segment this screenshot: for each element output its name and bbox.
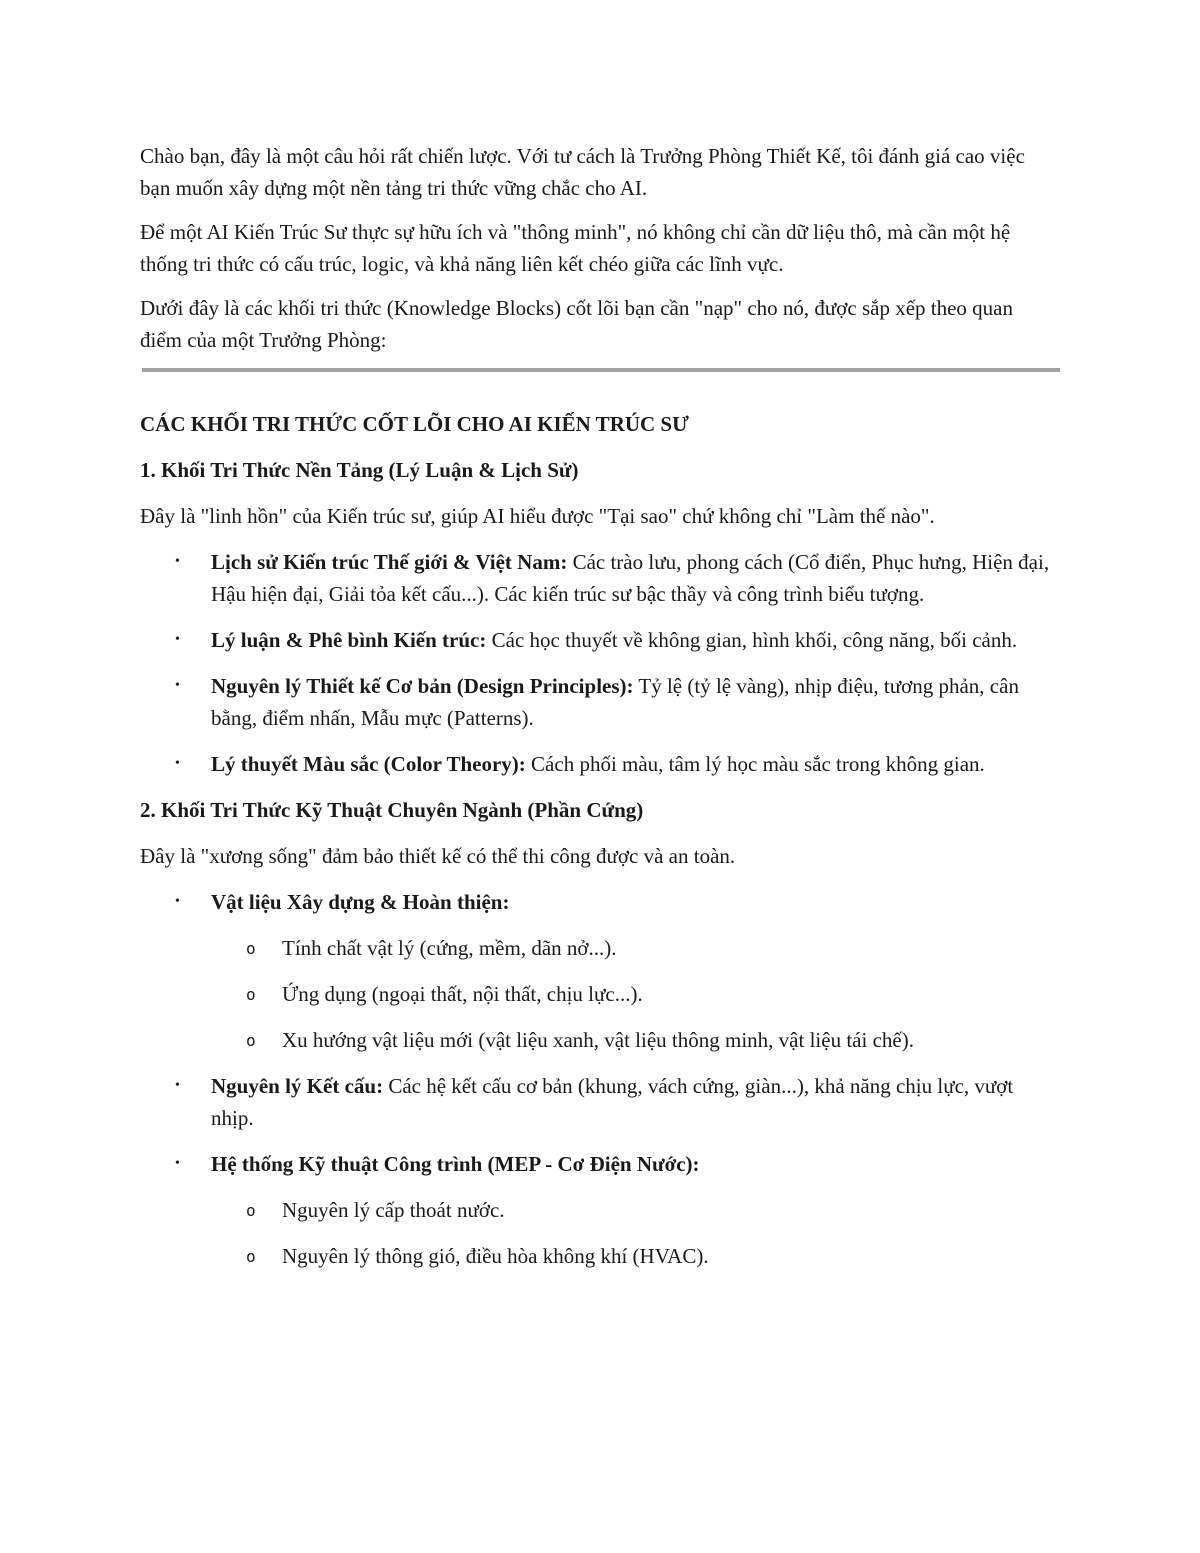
item-term: Nguyên lý Thiết kế Cơ bản (Design Principles): [211,674,634,698]
item-term: Lịch sử Kiến trúc Thế giới & Việt Nam: [211,550,568,574]
circle-bullet-icon: o [246,985,256,1004]
sub-item-text: Nguyên lý cấp thoát nước. [282,1198,505,1222]
sub-list-item [211,978,1060,1010]
item-text: Các trào lưu, phong cách (Cổ điển, Phục hưng, Hiện đại, Hậu hiện đại, Giải tỏa kết cấu...). Các kiến trúc sư bậc thầy và công trình biểu tượng. [211,550,1050,606]
document-title: CÁC KHỐI TRI THỨC CỐT LÕI CHO AI KIẾN TRÚC SƯ [140,412,689,436]
horizontal-rule [142,368,1060,372]
item-term: Vật liệu Xây dựng & Hoàn thiện: [211,890,510,914]
list-item [140,886,1060,1056]
bullet-icon: • [175,894,180,909]
bullet-icon: • [175,756,180,771]
section-description: Đây là "linh hồn" của Kiến trúc sư, giúp AI hiểu được "Tại sao" chứ không chỉ "Làm thế nào". [140,504,935,528]
list-item [140,1148,1060,1272]
item-term: Nguyên lý Kết cấu: [211,1074,384,1098]
bullet-list [140,546,1060,780]
sub-list-item [211,1024,1060,1056]
sub-list [211,932,1060,1056]
circle-bullet-icon: o [246,1201,256,1220]
sub-item-text: Nguyên lý thông gió, điều hòa không khí (HVAC). [282,1244,709,1268]
item-text: Tỷ lệ (tỷ lệ vàng), nhịp điệu, tương phản, cân bằng, điểm nhấn, Mẫu mực (Patterns). [211,674,1019,730]
item-text: Các học thuyết về không gian, hình khối, công năng, bối cảnh. [486,628,1018,652]
intro-paragraph: Chào bạn, đây là một câu hỏi rất chiến lược. Với tư cách là Trưởng Phòng Thiết Kế, tôi đánh giá cao việc bạn muốn xây dựng một nền tảng tri thức vững chắc cho AI. [140,144,1025,200]
intro-paragraph: Dưới đây là các khối tri thức (Knowledge Blocks) cốt lõi bạn cần "nạp" cho nó, được sắp xếp theo quan điểm của một Trưởng Phòng: [140,296,1014,352]
bullet-icon: • [175,678,180,693]
list-item [140,670,1060,734]
list-item [140,748,1060,780]
bullet-list [140,886,1060,1272]
list-item [140,1070,1060,1134]
item-term: Hệ thống Kỹ thuật Công trình (MEP - Cơ Điện Nước): [211,1152,700,1176]
item-text: Cách phối màu, tâm lý học màu sắc trong không gian. [525,752,985,776]
item-term: Lý luận & Phê bình Kiến trúc: [211,628,487,652]
bullet-icon: • [175,632,180,647]
item-text: Các hệ kết cấu cơ bản (khung, vách cứng, giàn...), khả năng chịu lực, vượt nhịp. [211,1074,1014,1130]
intro-paragraph: Để một AI Kiến Trúc Sư thực sự hữu ích và "thông minh", nó không chỉ cần dữ liệu thô, mà cần một hệ thống tri thức có cấu trúc, logic, và khả năng liên kết chéo giữa các lĩnh vực. [140,220,1011,276]
list-item [140,624,1060,656]
sub-list-item [211,1194,1060,1226]
sub-item-text: Ứng dụng (ngoại thất, nội thất, chịu lực...). [282,982,643,1006]
circle-bullet-icon: o [246,1247,256,1266]
section-heading: 1. Khối Tri Thức Nền Tảng (Lý Luận & Lịch Sử) [140,458,579,482]
sub-list [211,1194,1060,1272]
sub-item-text: Xu hướng vật liệu mới (vật liệu xanh, vật liệu thông minh, vật liệu tái chế). [282,1028,914,1052]
circle-bullet-icon: o [246,939,256,958]
sub-list-item [211,1240,1060,1272]
document-page [140,140,1060,1286]
sub-item-text: Tính chất vật lý (cứng, mềm, dãn nở...). [282,936,617,960]
bullet-icon: • [175,1078,180,1093]
bullet-icon: • [175,554,180,569]
section-heading: 2. Khối Tri Thức Kỹ Thuật Chuyên Ngành (Phần Cứng) [140,798,644,822]
bullet-icon: • [175,1156,180,1171]
item-term: Lý thuyết Màu sắc (Color Theory): [211,752,526,776]
circle-bullet-icon: o [246,1031,256,1050]
sub-list-item [211,932,1060,964]
list-item [140,546,1060,610]
section-description: Đây là "xương sống" đảm bảo thiết kế có thể thi công được và an toàn. [140,844,736,868]
